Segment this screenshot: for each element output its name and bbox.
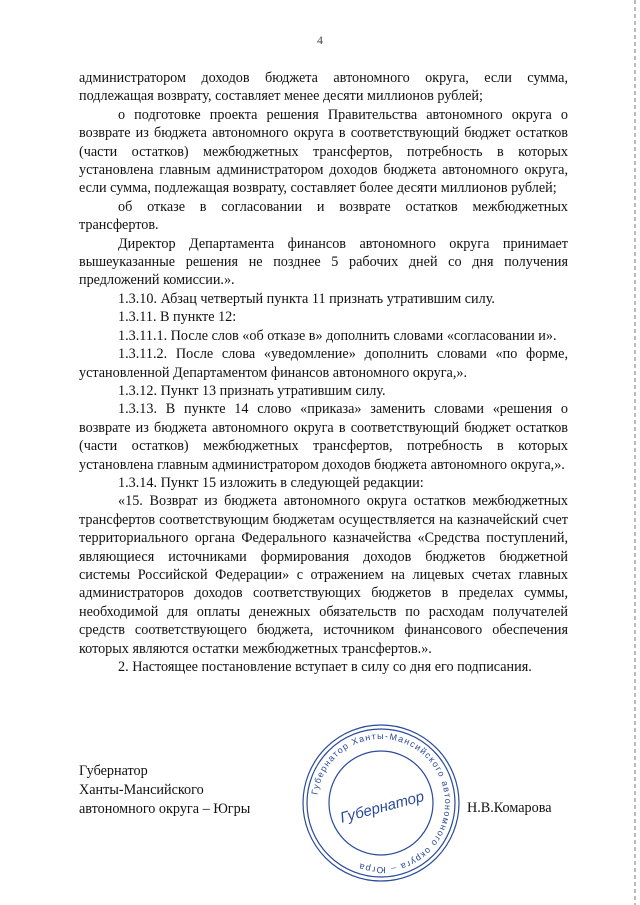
signatory-title-line: автономного округа – Югры <box>79 801 251 817</box>
paragraph: 1.3.10. Абзац четвертый пункта 11 признать утратившим силу. <box>118 290 495 307</box>
paragraph: о подготовке проекта решения Правительства автономного округа о возврате из бюджета автономного округа в соответствующий бюджет остатков (части остатков) межбюджетных трансфертов, потребность в которых установлена главным администратором доходов бюджета автономного округа, если сумма, подлежащая возврату, составляет более десяти миллионов рублей; <box>79 106 568 197</box>
signatory-title <box>79 762 250 819</box>
stamp-center-text: Губернатор <box>338 787 426 827</box>
signatory-title-line: Ханты-Мансийского <box>79 782 204 798</box>
paragraph: 1.3.14. Пункт 15 изложить в следующей редакции: <box>118 474 424 491</box>
paragraph: «15. Возврат из бюджета автономного округа остатков межбюджетных трансфертов соответствующим бюджетам осуществляется на казначейский счет территориального органа Федерального казначейства «Средства поступлений, являющиеся источниками формирования доходов бюджетов бюджетной системы Российской Федерации» с отражением на лицевых счетах главных администраторов доходов соответствующих бюджетов в пределах суммы, необходимой для оплаты денежных обязательств по расходам получателей средств соответствующего бюджета, источником финансового обеспечения которых являются остатки межбюджетных трансфертов.». <box>79 493 568 657</box>
signatory-name: Н.В.Комарова <box>467 800 552 816</box>
paragraph: 1.3.11.1. После слов «об отказе в» дополнить словами «согласовании и». <box>118 327 557 344</box>
paragraph: об отказе в согласовании и возврате остатков межбюджетных трансфертов. <box>79 198 568 234</box>
paragraph: 1.3.11. В пункте 12: <box>118 309 237 326</box>
paragraph: 1.3.12. Пункт 13 признать утратившим силу. <box>118 382 386 399</box>
paragraph: 1.3.13. В пункте 14 слово «приказа» заменить словами «решения о возврате из бюджета автономного округа в соответствующий бюджет остатков (части остатков) межбюджетных трансфертов, потребность в которых установлена главным администратором доходов бюджета автономного округа,». <box>79 401 568 473</box>
paragraph: 2. Настоящее постановление вступает в силу со дня его подписания. <box>118 659 532 675</box>
official-stamp <box>296 718 466 888</box>
page-number: 4 <box>317 33 323 47</box>
document-body <box>79 69 568 676</box>
paragraph: 1.3.11.2. После слова «уведомление» дополнить словами «по форме, установленной Департаментом финансов автономного округа,». <box>79 346 568 381</box>
signatory-title-line: Губернатор <box>79 763 148 779</box>
stamp-ring-text: Губернатор Ханты-Мансийского автономного округа – Югра <box>309 730 454 876</box>
paragraph: Директор Департамента финансов автономного округа принимает вышеуказанные решения не позднее 5 рабочих дней со дня получения предложений комиссии.». <box>79 235 568 289</box>
paragraph: администратором доходов бюджета автономного округа, если сумма, подлежащая возврату, составляет менее десяти миллионов рублей; <box>79 70 568 105</box>
scan-edge-line <box>632 0 638 905</box>
